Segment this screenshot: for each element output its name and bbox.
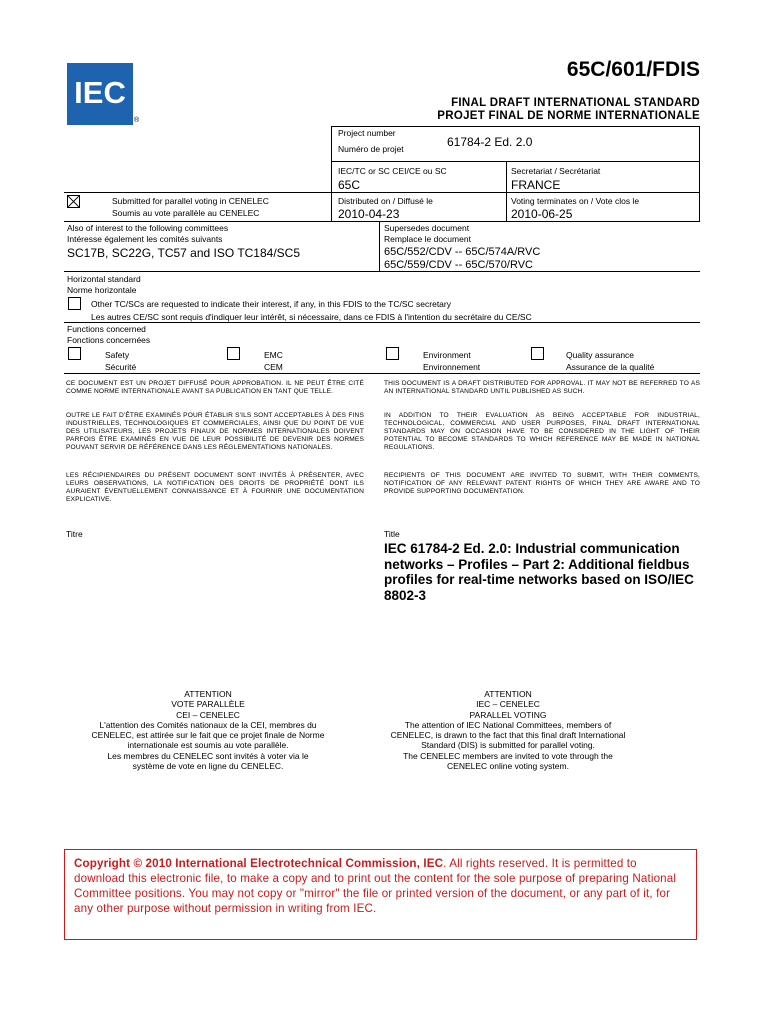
cenelec-parallel-voting-checkbox[interactable] bbox=[67, 195, 80, 208]
notice-en-2: IN ADDITION TO THEIR EVALUATION AS BEING ACCEPTABLE FOR INDUSTRIAL, TECHNOLOGICAL, COMMERCIAL AND USER PURPOSES, FINAL DRAFT INTERNATIONAL STANDARDS MAY ON OCCASION HAVE TO BE CONSIDERED IN THE LIGHT OF THEIR POTENTIAL TO BECOME STANDARDS TO WHICH REFERENCE MAY BE MADE IN NATIONAL REGULATIONS. bbox=[384, 412, 700, 451]
function-emc-fr: CEM bbox=[264, 362, 283, 372]
secretariat-label: Secretariat / Secrétariat bbox=[511, 166, 601, 176]
notice-fr-3: LES RÉCIPIENDAIRES DU PRÉSENT DOCUMENT SONT INVITÉS À PRÉSENTER, AVEC LEURS OBSERVATIONS, LA NOTIFICATION DES DROITS DE PROPRIÉTÉ DONT ILS AURAIENT ÉVENTUELLEMENT CONNAISSANCE ET À FOURNIR UNE DOCUMENTATION EXPLICATIVE. bbox=[66, 472, 364, 503]
functions-label-fr: Fonctions concernées bbox=[67, 335, 151, 345]
secretariat-value: FRANCE bbox=[511, 178, 561, 192]
cenelec-label-en: Submitted for parallel voting in CENELEC bbox=[112, 196, 269, 206]
notice-en-3: RECIPIENTS OF THIS DOCUMENT ARE INVITED TO SUBMIT, WITH THEIR COMMENTS, NOTIFICATION OF ANY RELEVANT PATENT RIGHTS OF WHICH THEY ARE AWARE AND TO PROVIDE SUPPORTING DOCUMENTATION. bbox=[384, 472, 700, 495]
committee-value: 65C bbox=[338, 178, 361, 192]
function-safety-fr: Sécurité bbox=[105, 362, 137, 372]
document-number: 65C/601/FDIS bbox=[566, 58, 700, 81]
attention-fr-line: CEI – CENELEC bbox=[176, 709, 240, 720]
project-number-label: Project number bbox=[338, 128, 396, 138]
quality-assurance-checkbox[interactable] bbox=[531, 347, 544, 360]
attention-fr-line: Les membres du CENELEC sont invités à voter via le bbox=[107, 750, 309, 761]
cenelec-label-fr: Soumis au vote parallèle au CENELEC bbox=[112, 208, 260, 218]
copyright-terms: . All rights reserved. It is permitted to download this electronic file, to make a copy and to print out the content for the sole purpose of preparing National Committee positions. You may not copy or "mirror" the file or printed version of the document, or any part of it, for any other purpose without permission in writing from IEC. bbox=[74, 857, 677, 915]
attention-en-line: CENELEC online voting system. bbox=[447, 761, 569, 772]
horizontal-standard-checkbox[interactable] bbox=[68, 297, 81, 310]
attention-fr-line: L'attention des Comités nationaux de la CEI, membres du bbox=[99, 719, 317, 730]
safety-checkbox[interactable] bbox=[68, 347, 81, 360]
copyright-notice-box bbox=[64, 849, 697, 940]
committee-label: IEC/TC or SC CEI/CE ou SC bbox=[338, 166, 447, 176]
function-safety-en: Safety bbox=[105, 350, 130, 360]
registered-mark: ® bbox=[134, 117, 140, 124]
interest-label-fr: Intéresse également les comités suivants bbox=[67, 234, 223, 244]
attention-en-line: CENELEC, is drawn to the fact that this final draft International bbox=[390, 730, 626, 741]
voting-value: 2010-06-25 bbox=[511, 207, 573, 221]
functions-label-en: Functions concerned bbox=[67, 324, 146, 334]
function-quality-fr: Assurance de la qualité bbox=[566, 362, 655, 372]
iec-logo bbox=[67, 63, 133, 125]
project-number-label-fr: Numéro de projet bbox=[338, 144, 404, 154]
attention-en-line: ATTENTION bbox=[484, 689, 532, 699]
header-title-en: FINAL DRAFT INTERNATIONAL STANDARD bbox=[451, 97, 700, 109]
supersedes-doc-1: 65C/552/CDV -- 65C/574A/RVC bbox=[384, 246, 541, 258]
notice-en-1: THIS DOCUMENT IS A DRAFT DISTRIBUTED FOR APPROVAL. IT MAY NOT BE REFERRED TO AS AN INTERNATIONAL STANDARD UNTIL PUBLISHED AS SUCH. bbox=[384, 380, 700, 395]
attention-en bbox=[364, 689, 652, 771]
notice-fr-1: CE DOCUMENT EST UN PROJET DIFFUSÉ POUR APPROBATION. IL NE PEUT ÊTRE CITÉ COMME NORME INTERNATIONALE AVANT SA PUBLICATION EN TANT QUE TELLE. bbox=[66, 380, 364, 395]
titre-label: Titre bbox=[66, 529, 83, 539]
attention-fr-line: ATTENTION bbox=[184, 689, 232, 699]
attention-fr-line: internationale est soumis au vote parallèle. bbox=[127, 740, 289, 751]
copyright-notice bbox=[74, 856, 688, 916]
attention-en-line: The attention of IEC National Committees, members of bbox=[404, 719, 612, 730]
supersedes-label-fr: Remplace le document bbox=[384, 234, 471, 244]
attention-en-line: IEC – CENELEC bbox=[476, 699, 540, 710]
attention-en-line: PARALLEL VOTING bbox=[469, 709, 547, 720]
notice-fr-2: OUTRE LE FAIT D'ÊTRE EXAMINÉS POUR ÉTABLIR S'ILS SONT ACCEPTABLES À DES FINS INDUSTRIELLES, TECHNOLOGIQUES ET COMMERCIALES, AINSI QUE DU POINT DE VUE DES UTILISATEURS, LES PROJETS FINAUX DE NORMES INTERNATIONALES DOIVENT PARFOIS ÊTRE EXAMINÉS EN VUE DE LEUR POSSIBILITÉ DE DEVENIR DES NORMES POUVANT SERVIR DE RÉFÉRENCE DANS LES RÉGLEMENTATIONS NATIONALES. bbox=[66, 412, 364, 451]
horizontal-label-en: Horizontal standard bbox=[67, 274, 141, 284]
attention-fr bbox=[70, 689, 346, 771]
distributed-label: Distributed on / Diffusé le bbox=[338, 196, 433, 206]
function-quality-en: Quality assurance bbox=[566, 350, 635, 360]
horizontal-note-fr: Les autres CE/SC sont requis d'indiquer leur intérêt, si nécessaire, dans ce FDIS à l'intention du secrétaire du CE/SC bbox=[91, 312, 532, 322]
copyright-holder: Copyright © 2010 International Electrotechnical Commission, IEC bbox=[74, 857, 444, 870]
interest-committees: SC17B, SC22G, TC57 and ISO TC184/SC5 bbox=[67, 246, 301, 260]
title-label: Title bbox=[384, 529, 400, 539]
document-title: IEC 61784-2 Ed. 2.0: Industrial communication networks – Profiles – Part 2: Additional fieldbus profiles for real-time networks based on ISO/IEC 8802-3 bbox=[384, 541, 694, 603]
environment-checkbox[interactable] bbox=[386, 347, 399, 360]
function-environment-en: Environment bbox=[423, 350, 471, 360]
emc-checkbox[interactable] bbox=[227, 347, 240, 360]
attention-fr-line: système de vote en ligne du CENELEC. bbox=[132, 761, 284, 772]
attention-en-line: The CENELEC members are invited to vote through the bbox=[403, 750, 613, 761]
function-emc-en: EMC bbox=[264, 350, 283, 360]
attention-en-line: Standard (DIS) is submitted for parallel voting. bbox=[421, 740, 595, 751]
voting-label: Voting terminates on / Vote clos le bbox=[511, 196, 640, 206]
supersedes-doc-2: 65C/559/CDV -- 65C/570/RVC bbox=[384, 259, 533, 271]
iec-logo-text: IEC bbox=[74, 75, 126, 110]
project-number-value: 61784-2 Ed. 2.0 bbox=[447, 135, 533, 149]
function-environment-fr: Environnement bbox=[423, 362, 481, 372]
horizontal-note-en: Other TC/SCs are requested to indicate their interest, if any, in this FDIS to the TC/SC secretary bbox=[91, 299, 451, 309]
distributed-value: 2010-04-23 bbox=[338, 207, 400, 221]
header-title-fr: PROJET FINAL DE NORME INTERNATIONALE bbox=[437, 110, 700, 122]
horizontal-label-fr: Norme horizontale bbox=[67, 285, 137, 295]
attention-fr-line: VOTE PARALLÈLE bbox=[171, 699, 245, 710]
supersedes-label-en: Supersedes document bbox=[384, 223, 470, 233]
attention-fr-line: CENELEC, est attirée sur le fait que ce projet finale de Norme bbox=[91, 730, 325, 741]
interest-label-en: Also of interest to the following committees bbox=[67, 223, 229, 233]
